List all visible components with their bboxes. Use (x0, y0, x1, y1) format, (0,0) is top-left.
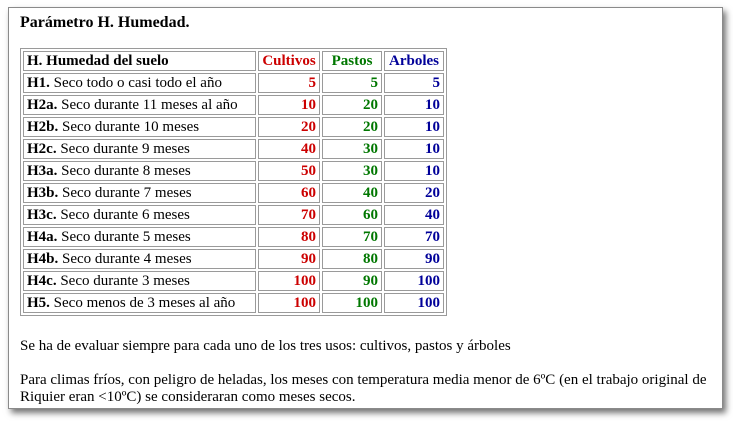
cell-pastos: 100 (322, 293, 382, 313)
cell-pastos: 20 (322, 95, 382, 115)
cell-arboles: 10 (384, 161, 444, 181)
row-label (23, 161, 256, 181)
cell-pastos: 5 (322, 73, 382, 93)
header-arboles: Arboles (384, 51, 444, 71)
table-row (23, 117, 444, 137)
cell-arboles: 70 (384, 227, 444, 247)
row-description: Seco durante 8 meses (57, 163, 191, 179)
header-cultivos: Cultivos (258, 51, 320, 71)
row-code: H2c. (27, 141, 57, 157)
cell-pastos: 40 (322, 183, 382, 203)
row-label (23, 293, 256, 313)
row-description: Seco durante 6 meses (56, 207, 190, 223)
cell-cultivos: 100 (258, 271, 320, 291)
header-humedad: H. Humedad del suelo (23, 51, 256, 71)
cell-cultivos: 100 (258, 293, 320, 313)
row-code: H2a. (27, 97, 58, 113)
cell-cultivos: 80 (258, 227, 320, 247)
table-header-row (23, 51, 444, 71)
cell-pastos: 80 (322, 249, 382, 269)
row-label (23, 205, 256, 225)
row-description: Seco durante 10 meses (58, 119, 200, 135)
row-code: H4a. (27, 229, 58, 245)
row-description: Seco todo o casi todo el año (49, 75, 222, 91)
table-row (23, 139, 444, 159)
table-row (23, 205, 444, 225)
cell-cultivos: 90 (258, 249, 320, 269)
cell-pastos: 20 (322, 117, 382, 137)
row-code: H4c. (27, 273, 57, 289)
row-code: H5. (27, 295, 50, 311)
cell-cultivos: 40 (258, 139, 320, 159)
row-description: Seco menos de 3 meses al año (49, 295, 236, 311)
row-code: H3c. (27, 207, 57, 223)
header-pastos: Pastos (322, 51, 382, 71)
row-code: H3a. (27, 163, 58, 179)
cell-arboles: 20 (384, 183, 444, 203)
row-description: Seco durante 3 meses (56, 273, 190, 289)
cell-arboles: 90 (384, 249, 444, 269)
row-label (23, 183, 256, 203)
cell-arboles: 10 (384, 117, 444, 137)
cell-pastos: 30 (322, 139, 382, 159)
paragraph-usos: Se ha de evaluar siempre para cada uno de los tres usos: cultivos, pastos y árboles (20, 338, 511, 354)
row-code: H4b. (27, 251, 59, 267)
cell-cultivos: 50 (258, 161, 320, 181)
row-description: Seco durante 7 meses (58, 185, 192, 201)
row-label (23, 249, 256, 269)
document-frame (8, 7, 723, 409)
row-code: H3b. (27, 185, 59, 201)
cell-arboles: 100 (384, 271, 444, 291)
row-label (23, 117, 256, 137)
cell-cultivos: 20 (258, 117, 320, 137)
row-code: H2b. (27, 119, 59, 135)
cell-arboles: 100 (384, 293, 444, 313)
paragraph-climas-frios: Para climas fríos, con peligro de heladas, los meses con temperatura media menor de 6ºC (en el trabajo original de Riquier eran <10ºC) se consideraran como meses secos. (20, 372, 707, 405)
cell-pastos: 70 (322, 227, 382, 247)
table-row (23, 73, 444, 93)
cell-pastos: 60 (322, 205, 382, 225)
row-code: H1. (27, 75, 50, 91)
humidity-table (20, 48, 447, 316)
cell-pastos: 30 (322, 161, 382, 181)
table-row (23, 183, 444, 203)
cell-arboles: 10 (384, 95, 444, 115)
cell-pastos: 90 (322, 271, 382, 291)
cell-cultivos: 60 (258, 183, 320, 203)
row-description: Seco durante 5 meses (57, 229, 191, 245)
row-label (23, 227, 256, 247)
table-row (23, 271, 444, 291)
table-row (23, 227, 444, 247)
row-label (23, 73, 256, 93)
cell-cultivos: 5 (258, 73, 320, 93)
row-label (23, 271, 256, 291)
cell-arboles: 5 (384, 73, 444, 93)
cell-cultivos: 70 (258, 205, 320, 225)
row-description: Seco durante 11 meses al año (57, 97, 238, 113)
table-row (23, 95, 444, 115)
row-description: Seco durante 4 meses (58, 251, 192, 267)
cell-arboles: 40 (384, 205, 444, 225)
row-label (23, 139, 256, 159)
cell-arboles: 10 (384, 139, 444, 159)
row-label (23, 95, 256, 115)
cell-cultivos: 10 (258, 95, 320, 115)
table-row (23, 249, 444, 269)
table-row (23, 161, 444, 181)
table-row (23, 293, 444, 313)
page-title: Parámetro H. Humedad. (20, 14, 190, 31)
row-description: Seco durante 9 meses (56, 141, 190, 157)
